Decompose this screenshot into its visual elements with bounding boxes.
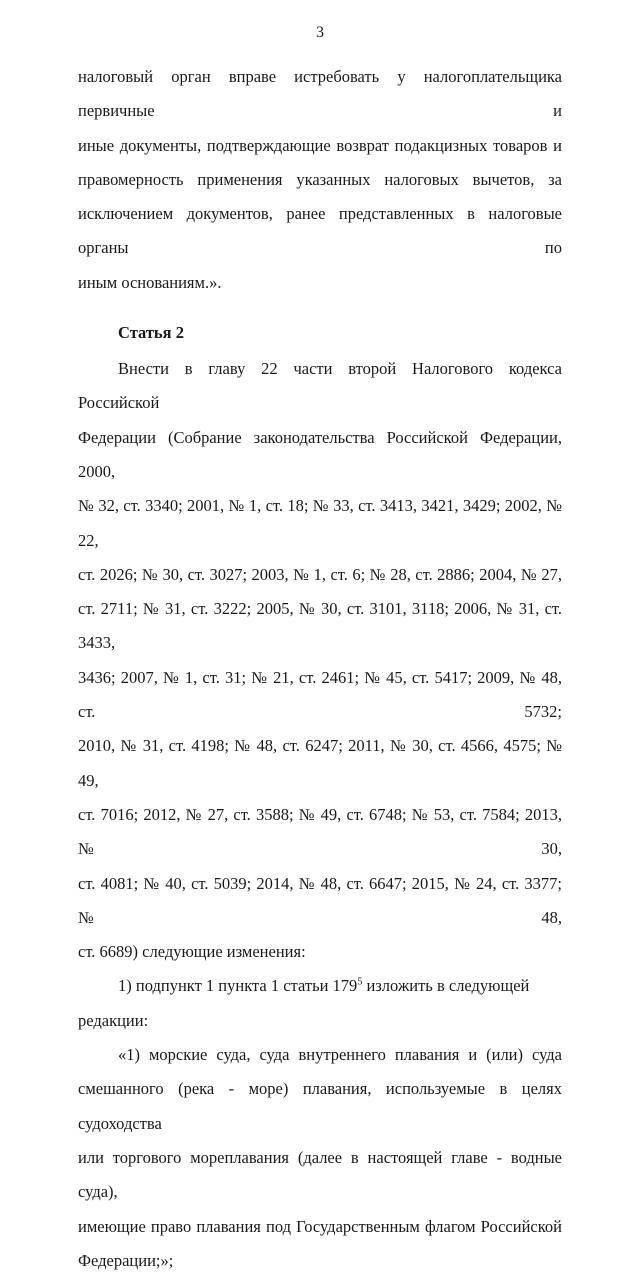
item-1-text: 1) подпункт 1 пункта 1 статьи 179 — [118, 976, 358, 996]
document-body — [78, 60, 562, 1278]
page-number: 3 — [316, 24, 324, 41]
text-line: иным основаниям.». — [78, 272, 222, 292]
text-line: налоговый орган вправе истребовать у налогоплательщика первичные и — [78, 67, 562, 121]
quoted-text — [78, 1038, 562, 1278]
item-1-superscript: 5 — [357, 976, 363, 988]
text-line: ст. 7016; 2012, № 27, ст. 3588; № 49, ст. 6748; № 53, ст. 7584; 2013, № 30, — [78, 804, 562, 859]
text-line: имеющие право плавания под Государственным флагом Российской — [78, 1216, 562, 1236]
text-line: Внести в главу 22 части второй Налогового кодекса Российской — [78, 359, 562, 413]
text-line: ст. 2711; № 31, ст. 3222; 2005, № 30, ст. 3101, 3118; 2006, № 31, ст. 3433, — [78, 599, 562, 653]
item-1 — [78, 969, 562, 1038]
text-line: или торгового мореплавания (далее в настоящей главе - водные суда), — [78, 1147, 562, 1202]
text-line: № 32, ст. 3340; 2001, № 1, ст. 18; № 33, ст. 3413, 3421, 3429; 2002, № 22, — [78, 496, 562, 550]
text-line: «1) морские суда, суда внутреннего плавания и (или) суда — [118, 1045, 562, 1065]
paragraph-amendments — [78, 352, 562, 969]
paragraph-continuation — [78, 60, 562, 300]
item-1-text-tail: изложить в следующей редакции: — [78, 976, 530, 1030]
text-line: правомерность применения указанных налоговых вычетов, за — [78, 169, 562, 189]
text-line: иные документы, подтверждающие возврат подакцизных товаров и — [78, 135, 562, 155]
article-heading: Статья 2 — [118, 323, 184, 343]
text-line: ст. 2026; № 30, ст. 3027; 2003, № 1, ст. 6; № 28, ст. 2886; 2004, № 27, — [78, 564, 562, 584]
text-line: 2010, № 31, ст. 4198; № 48, ст. 6247; 2011, № 30, ст. 4566, 4575; № 49, — [78, 736, 562, 790]
text-line: ст. 4081; № 40, ст. 5039; 2014, № 48, ст. 6647; 2015, № 24, ст. 3377; № 48, — [78, 873, 562, 927]
text-line: Федерации (Собрание законодательства Российской Федерации, 2000, — [78, 427, 562, 481]
text-line: Федерации;»; — [78, 1250, 174, 1270]
text-line: исключением документов, ранее представленных в налоговые органы по — [78, 204, 562, 258]
text-line: ст. 6689) следующие изменения: — [78, 942, 306, 962]
text-line: 3436; 2007, № 1, ст. 31; № 21, ст. 2461; № 45, ст. 5417; 2009, № 48, ст. 5732; — [78, 667, 562, 722]
text-line: смешанного (река - море) плавания, используемые в целях судоходства — [78, 1079, 562, 1133]
